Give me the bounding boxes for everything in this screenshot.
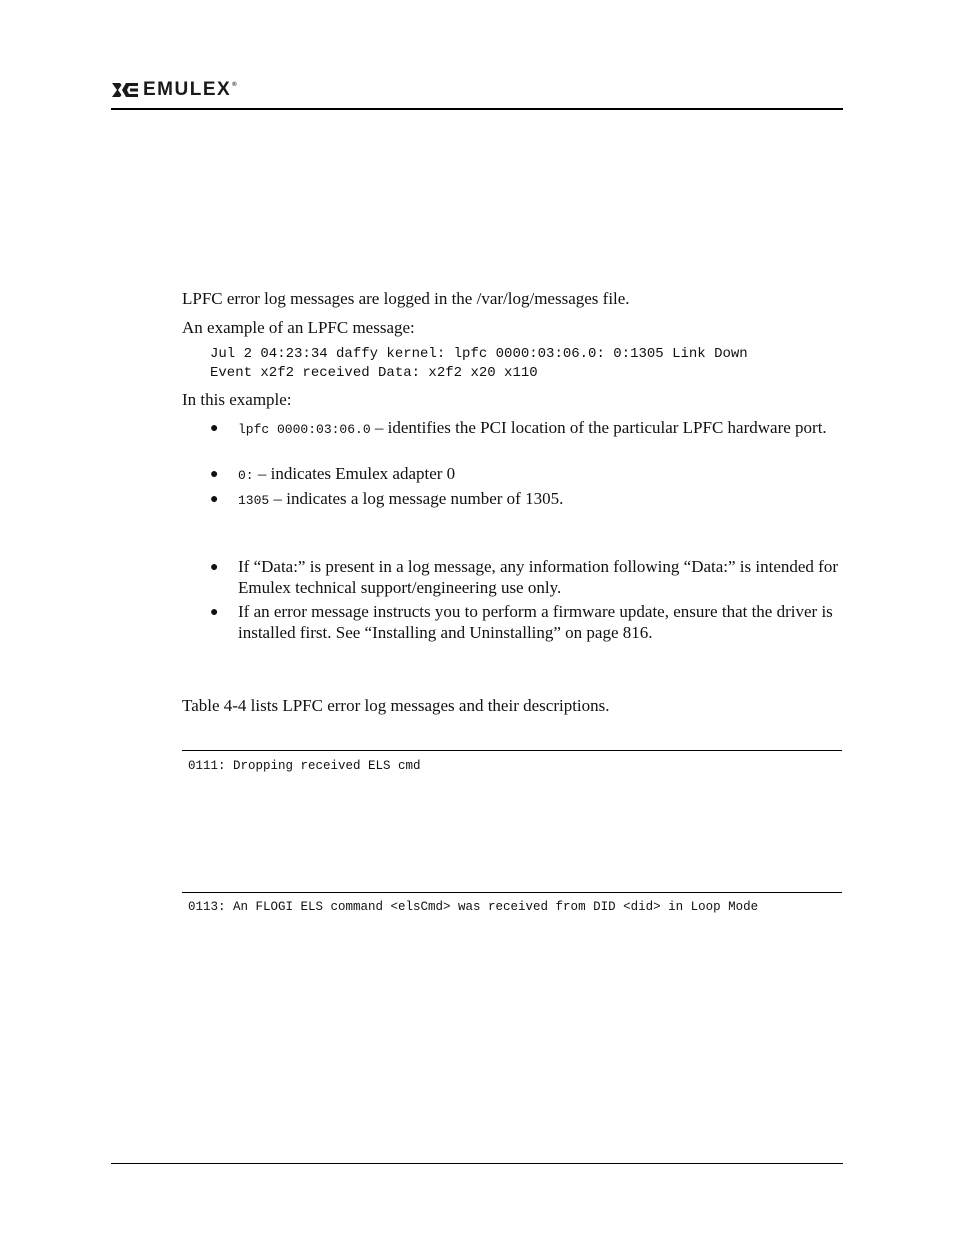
example-code-line-2: Event x2f2 received Data: x2f2 x20 x110 — [210, 365, 538, 381]
emulex-logo-icon — [111, 81, 139, 99]
log-location-paragraph: LPFC error log messages are logged in the /var/log/messages file. — [182, 289, 630, 308]
list-item — [238, 417, 843, 440]
logo-wordmark — [143, 81, 238, 99]
example-code-line-1: Jul 2 04:23:34 daffy kernel: lpfc 0000:03:06.0: 0:1305 Link Down — [210, 346, 748, 362]
list-item — [238, 488, 843, 511]
bullet-icon: ● — [210, 605, 219, 620]
list-item-text: – identifies the PCI location of the particular LPFC hardware port. — [370, 418, 827, 437]
bullet-icon: ● — [210, 467, 219, 482]
bullet-icon: ● — [210, 560, 219, 575]
log-message-0113: 0113: An FLOGI ELS command <elsCmd> was received from DID <did> in Loop Mode — [188, 900, 759, 914]
header-rule — [111, 108, 843, 110]
table-intro-paragraph: Table 4-4 lists LPFC error log messages and their descriptions. — [182, 696, 610, 715]
note-item: If “Data:” is present in a log message, any information following “Data:” is intended for Emulex technical support/engineering use only. — [238, 557, 839, 597]
inline-code: lpfc 0000:03:06.0 — [238, 422, 371, 437]
log-message-0111: 0111: Dropping received ELS cmd — [188, 759, 421, 773]
footer-rule — [111, 1163, 843, 1164]
logo-text: EMULEX — [143, 79, 232, 100]
table-rule — [182, 892, 842, 893]
inline-code: 1305 — [238, 493, 270, 508]
list-item-text: – indicates a log message number of 1305. — [269, 489, 564, 508]
list-item-text: – indicates Emulex adapter 0 — [253, 464, 456, 483]
emulex-logo — [111, 81, 238, 99]
note-item: If an error message instructs you to perform a firmware update, ensure that the driver is installed first. See “Installing and Uninstalling” on page 816. — [238, 602, 833, 642]
bullet-icon: ● — [210, 492, 219, 507]
in-this-example-paragraph: In this example: — [182, 390, 292, 409]
inline-code: 0: — [238, 468, 254, 483]
list-item — [238, 463, 843, 486]
example-intro-paragraph: An example of an LPFC message: — [182, 318, 415, 337]
table-rule — [182, 750, 842, 751]
bullet-icon: ● — [210, 421, 219, 436]
trademark-symbol: ® — [232, 82, 239, 88]
